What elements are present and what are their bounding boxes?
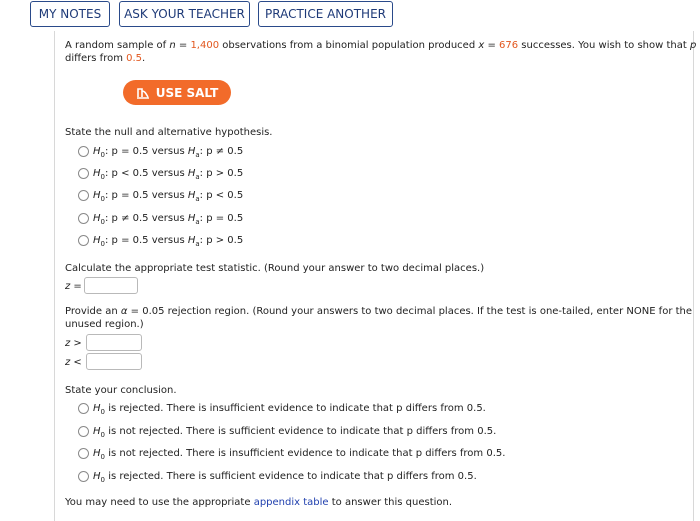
appendix-note: You may need to use the appropriate appendix table to answer this question.	[65, 497, 453, 508]
test-statistic-prompt: Calculate the appropriate test statistic. (Round your answer to two decimal places.)	[65, 263, 485, 274]
conclusion-option-3: $H_0$ is not rejected. There is insufficient evidence to indicate that p differs from 0.5.	[93, 448, 506, 461]
problem-statement: A random sample of n = 1,400 observations from a binomial population produced x = 676 successes. You wish to show that p	[65, 40, 697, 51]
hypothesis-radio-2[interactable]	[78, 168, 89, 179]
hypothesis-option-1: $H_0$: p = 0.5 versus $H_a$: p ≠ 0.5	[93, 146, 244, 159]
conclusion-option-4: $H_0$ is rejected. There is sufficient evidence to indicate that p differs from 0.5.	[93, 471, 477, 484]
use-salt-button[interactable]	[123, 80, 231, 105]
hypothesis-option-3: $H_0$: p = 0.5 versus $H_a$: p < 0.5	[93, 190, 244, 203]
rejection-prompt: Provide an α = 0.05 rejection region. (Round your answers to two decimal places. If the test is one-tailed, enter NONE for the	[65, 306, 693, 317]
ask-teacher-button[interactable]: ASK YOUR TEACHER	[119, 1, 250, 27]
hypothesis-radio-3[interactable]	[78, 190, 89, 201]
z-equals-label: z =	[65, 281, 82, 292]
conclusion-radio-3[interactable]	[78, 448, 89, 459]
conclusion-radio-4[interactable]	[78, 471, 89, 482]
test-statistic-input[interactable]	[84, 277, 138, 294]
conclusion-option-2: $H_0$ is not rejected. There is sufficient evidence to indicate that p differs from 0.5.	[93, 426, 497, 439]
practice-another-button[interactable]: PRACTICE ANOTHER	[258, 1, 393, 27]
hypothesis-radio-1[interactable]	[78, 146, 89, 157]
z-less-label: z <	[65, 357, 82, 368]
appendix-table-link[interactable]: appendix table	[253, 497, 329, 508]
hypothesis-option-2: $H_0$: p < 0.5 versus $H_a$: p > 0.5	[93, 168, 244, 181]
hypothesis-prompt: State the null and alternative hypothesis.	[65, 127, 273, 138]
hypothesis-radio-4[interactable]	[78, 213, 89, 224]
rejection-prompt-line2: unused region.)	[65, 319, 144, 330]
conclusion-radio-1[interactable]	[78, 403, 89, 414]
hypothesis-radio-5[interactable]	[78, 235, 89, 246]
conclusion-radio-2[interactable]	[78, 426, 89, 437]
z-greater-label: z >	[65, 338, 82, 349]
use-salt-label: USE SALT	[155, 85, 219, 100]
lower-rejection-input[interactable]	[86, 353, 142, 370]
upper-rejection-input[interactable]	[86, 334, 142, 351]
hypothesis-option-5: $H_0$: p = 0.5 versus $H_a$: p > 0.5	[93, 235, 244, 248]
my-notes-button[interactable]: MY NOTES	[30, 1, 110, 27]
conclusion-option-1: $H_0$ is rejected. There is insufficient evidence to indicate that p differs from 0.5.	[93, 403, 486, 416]
salt-icon	[136, 86, 150, 99]
conclusion-prompt: State your conclusion.	[65, 385, 177, 396]
problem-statement-line2: differs from 0.5.	[65, 53, 146, 64]
hypothesis-option-4: $H_0$: p ≠ 0.5 versus $H_a$: p = 0.5	[93, 213, 244, 226]
